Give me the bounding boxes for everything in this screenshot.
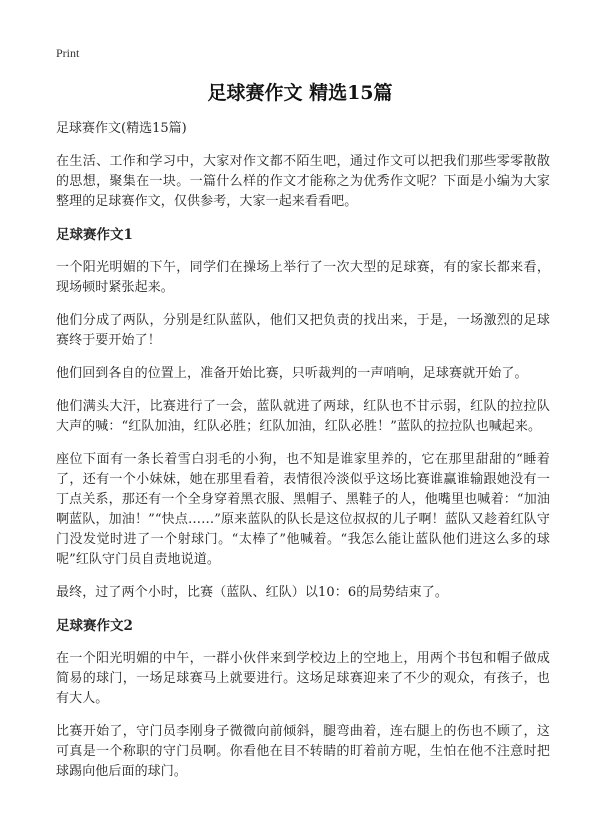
section-2 xyxy=(56,616,550,782)
section-1 xyxy=(56,225,550,603)
paragraph: 他们回到各自的位置上，准备开始比赛，只听裁判的一声哨响，足球赛就开始了。 xyxy=(56,366,528,381)
intro-paragraph: 在生活、工作和学习中，大家对作文都不陌生吧，通过作文可以把我们那些零零散散的思想，聚集在一块。一篇什么样的作文才能称之为优秀作文呢？下面是小编为大家整理的足球赛作文，仅供参考，大家一起来看看吧。 xyxy=(56,154,550,209)
paragraph: 比赛开始了，守门员李刚身子微微向前倾斜，腿弯曲着，连右腿上的伤也不顾了，这可真是一个称职的守门员啊。你看他在目不转睛的盯着前方呢，生怕在他不注意时把球踢向他后面的球门。 xyxy=(56,724,550,779)
paragraph: 在一个阳光明媚的中午，一群小伙伴来到学校边上的空地上，用两个书包和帽子做成简易的球门，一场足球赛马上就要进行。这场足球赛迎来了不少的观众，有孩子，也有大人。 xyxy=(56,651,550,706)
paragraph: 最终，过了两个小时，比赛（蓝队、红队）以10：6的局势结束了。 xyxy=(56,585,448,600)
page-title: 足球赛作文 精选15篇 xyxy=(207,82,393,104)
paragraph: 一个阳光明媚的下午，同学们在操场上举行了一次大型的足球赛，有的家长都来看，现场顿时紧张起来。 xyxy=(56,260,550,295)
article-body xyxy=(56,119,550,795)
section-heading: 足球赛作文1 xyxy=(56,227,133,243)
section-heading: 足球赛作文2 xyxy=(56,618,133,634)
print-link[interactable]: Print xyxy=(56,46,80,60)
article-subtitle: 足球赛作文(精选15篇) xyxy=(56,121,187,136)
paragraph: 他们满头大汗，比赛进行了一会，蓝队就进了两球，红队也不甘示弱，红队的拉拉队大声的喊：“红队加油，红队必胜；红队加油，红队必胜！”蓝队的拉拉队也喊起来。 xyxy=(56,399,550,434)
paragraph: 座位下面有一条长着雪白羽毛的小狗，也不知是谁家里养的，它在那里甜甜的“睡着了，还有一个小妹妹，她在那里看着，表情很冷淡似乎这场比赛谁赢谁输跟她没有一丁点关系，那还有一个全身穿着黑衣服、黑帽子、黑鞋子的人，他嘴里也喊着：“加油啊蓝队，加油！”“快点……”原来蓝队的队长是这位叔叔的儿子啊！蓝队又趁着红队守门没发觉时进了一个射球门。“太棒了”他喊着。“我怎么能让蓝队他们进这么多的球呢”红队守门员自责地说道。 xyxy=(56,452,550,567)
paragraph: 他们分成了两队，分别是红队蓝队，他们又把负责的找出来，于是，一场激烈的足球赛终于要开始了！ xyxy=(56,313,550,348)
